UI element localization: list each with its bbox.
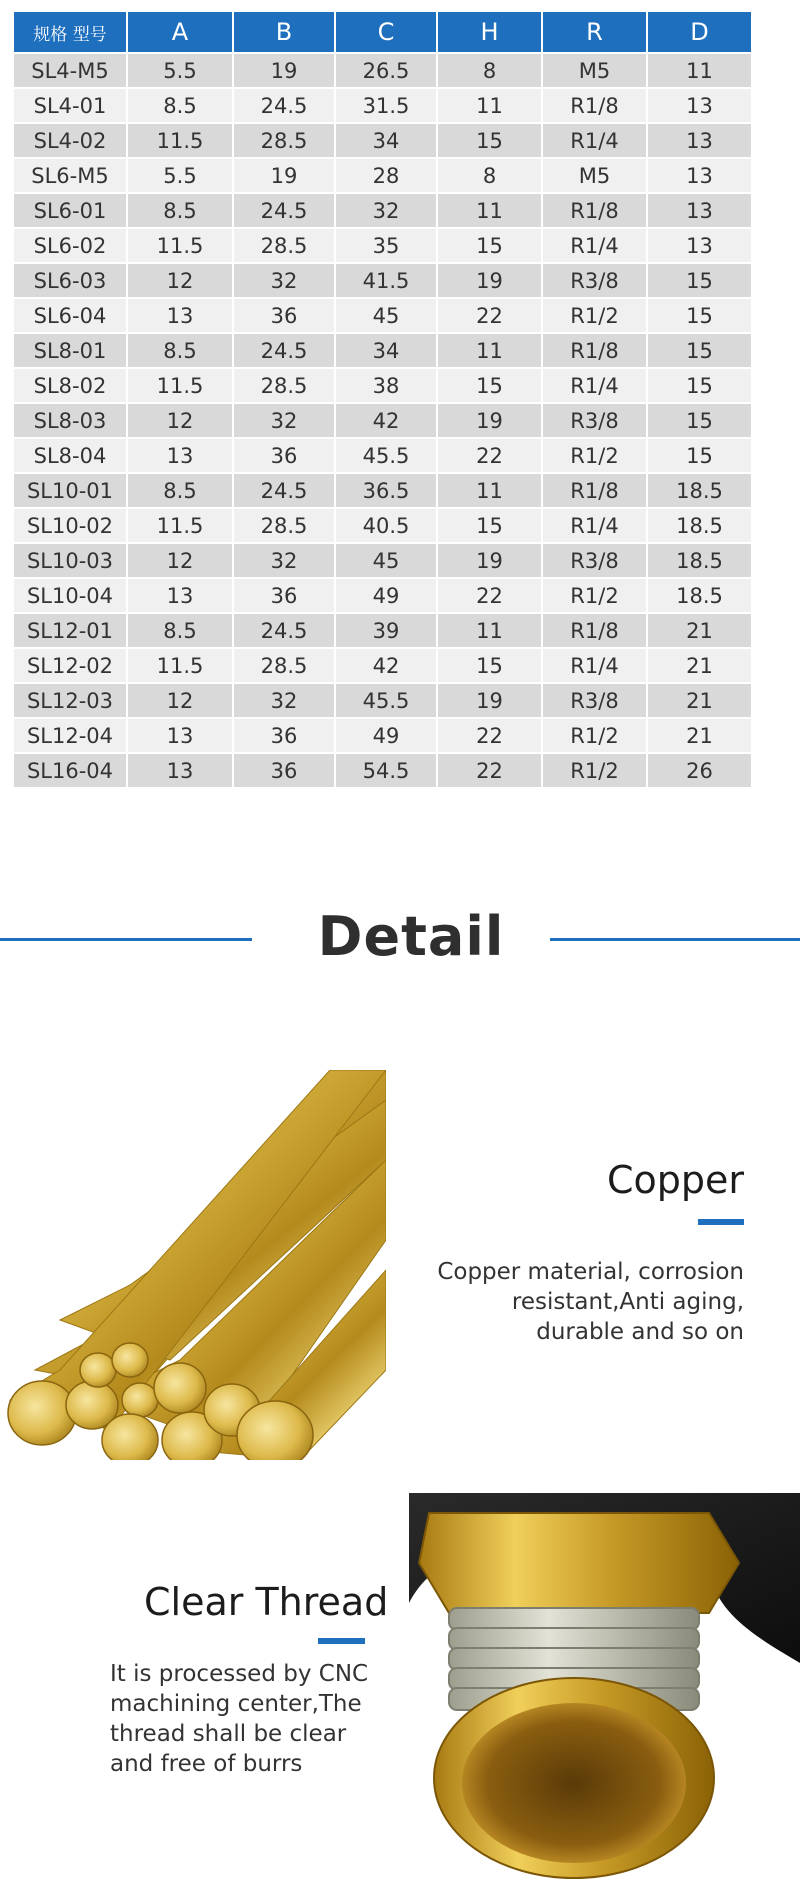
thread-description-line: and free of burrs [110, 1751, 303, 1777]
table-cell-a: 8.5 [128, 332, 232, 367]
table-cell-c: 45 [336, 297, 436, 332]
table-cell-c: 35 [336, 227, 436, 262]
table-cell-c: 34 [336, 122, 436, 157]
table-row [14, 717, 751, 752]
table-cell-c: 34 [336, 332, 436, 367]
table-cell-a: 13 [128, 437, 232, 472]
table-cell-b: 36 [234, 752, 334, 787]
table-cell-a: 12 [128, 402, 232, 437]
table-cell-model: SL16-04 [14, 752, 126, 787]
table-row [14, 297, 751, 332]
copper-rods-image [0, 1070, 386, 1460]
table-row [14, 472, 751, 507]
table-cell-a: 11.5 [128, 647, 232, 682]
table-cell-model: SL6-02 [14, 227, 126, 262]
table-cell-a: 13 [128, 297, 232, 332]
table-cell-d: 13 [648, 227, 751, 262]
table-cell-h: 15 [438, 507, 541, 542]
table-cell-c: 54.5 [336, 752, 436, 787]
table-cell-b: 36 [234, 437, 334, 472]
thread-description [110, 1659, 395, 1779]
table-cell-r: R3/8 [543, 542, 646, 577]
table-cell-r: R3/8 [543, 682, 646, 717]
table-cell-model: SL10-04 [14, 577, 126, 612]
table-cell-a: 11.5 [128, 122, 232, 157]
table-cell-d: 21 [648, 682, 751, 717]
table-cell-b: 19 [234, 52, 334, 87]
table-cell-r: R1/4 [543, 507, 646, 542]
table-cell-model: SL8-01 [14, 332, 126, 367]
table-cell-r: R1/4 [543, 647, 646, 682]
table-row [14, 332, 751, 367]
table-row [14, 542, 751, 577]
table-cell-c: 42 [336, 647, 436, 682]
table-cell-c: 31.5 [336, 87, 436, 122]
table-cell-b: 36 [234, 577, 334, 612]
table-cell-r: R1/4 [543, 227, 646, 262]
table-cell-model: SL12-01 [14, 612, 126, 647]
table-cell-b: 24.5 [234, 612, 334, 647]
table-cell-h: 11 [438, 87, 541, 122]
thread-description-line: It is processed by CNC [110, 1661, 369, 1687]
header-cell-h: H [438, 12, 541, 52]
table-row [14, 87, 751, 122]
table-cell-b: 36 [234, 717, 334, 752]
thread-title: Clear Thread [144, 1580, 389, 1624]
table-cell-model: SL4-02 [14, 122, 126, 157]
table-cell-h: 15 [438, 227, 541, 262]
table-cell-r: R1/2 [543, 297, 646, 332]
table-row [14, 192, 751, 227]
table-cell-c: 49 [336, 717, 436, 752]
table-cell-c: 45.5 [336, 437, 436, 472]
table-cell-h: 11 [438, 472, 541, 507]
table-cell-d: 13 [648, 122, 751, 157]
table-cell-b: 32 [234, 542, 334, 577]
table-cell-r: R1/8 [543, 87, 646, 122]
table-cell-model: SL8-02 [14, 367, 126, 402]
table-cell-c: 39 [336, 612, 436, 647]
table-cell-r: R1/2 [543, 437, 646, 472]
brass-thread-fitting-image [409, 1493, 800, 1883]
table-cell-a: 8.5 [128, 612, 232, 647]
table-cell-b: 28.5 [234, 227, 334, 262]
table-cell-a: 13 [128, 717, 232, 752]
table-cell-r: R1/4 [543, 122, 646, 157]
detail-heading: Detail [317, 905, 505, 968]
table-cell-h: 22 [438, 577, 541, 612]
header-cell-d: D [648, 12, 751, 52]
table-cell-r: R1/8 [543, 612, 646, 647]
copper-underline [698, 1219, 744, 1225]
table-cell-a: 12 [128, 262, 232, 297]
header-cell-b: B [234, 12, 334, 52]
table-row [14, 52, 751, 87]
table-cell-r: M5 [543, 52, 646, 87]
table-cell-h: 11 [438, 612, 541, 647]
table-cell-r: R3/8 [543, 402, 646, 437]
table-cell-b: 32 [234, 262, 334, 297]
table-cell-model: SL6-M5 [14, 157, 126, 192]
table-cell-a: 5.5 [128, 157, 232, 192]
table-cell-a: 8.5 [128, 472, 232, 507]
header-cell-model: 规格 型号 [14, 12, 126, 52]
copper-description-line: durable and so on [536, 1319, 744, 1345]
table-cell-a: 11.5 [128, 227, 232, 262]
table-row [14, 752, 751, 787]
table-cell-model: SL12-03 [14, 682, 126, 717]
table-cell-model: SL6-04 [14, 297, 126, 332]
table-cell-model: SL12-02 [14, 647, 126, 682]
table-row [14, 262, 751, 297]
table-cell-c: 40.5 [336, 507, 436, 542]
table-cell-a: 5.5 [128, 52, 232, 87]
table-cell-h: 8 [438, 157, 541, 192]
table-cell-model: SL8-04 [14, 437, 126, 472]
table-cell-r: R1/2 [543, 577, 646, 612]
table-row [14, 402, 751, 437]
copper-description-line: resistant,Anti aging, [511, 1289, 744, 1315]
table-cell-d: 13 [648, 192, 751, 227]
table-cell-r: R3/8 [543, 262, 646, 297]
table-cell-model: SL6-01 [14, 192, 126, 227]
table-cell-r: R1/2 [543, 752, 646, 787]
table-cell-d: 15 [648, 262, 751, 297]
table-cell-model: SL12-04 [14, 717, 126, 752]
table-cell-a: 8.5 [128, 87, 232, 122]
spec-table-body [14, 52, 751, 787]
header-cell-c: C [336, 12, 436, 52]
table-cell-d: 15 [648, 332, 751, 367]
table-cell-d: 13 [648, 87, 751, 122]
table-cell-b: 28.5 [234, 122, 334, 157]
table-cell-r: R1/8 [543, 472, 646, 507]
table-cell-c: 45 [336, 542, 436, 577]
table-cell-c: 32 [336, 192, 436, 227]
table-cell-b: 19 [234, 157, 334, 192]
table-cell-h: 22 [438, 297, 541, 332]
table-cell-a: 12 [128, 542, 232, 577]
table-cell-h: 19 [438, 262, 541, 297]
table-cell-model: SL8-03 [14, 402, 126, 437]
table-cell-h: 19 [438, 682, 541, 717]
spec-table [12, 12, 753, 787]
thread-description-line: thread shall be clear [110, 1721, 347, 1747]
table-cell-h: 22 [438, 717, 541, 752]
table-cell-a: 11.5 [128, 367, 232, 402]
table-cell-r: M5 [543, 157, 646, 192]
table-cell-model: SL4-01 [14, 87, 126, 122]
table-cell-d: 21 [648, 647, 751, 682]
table-cell-d: 21 [648, 612, 751, 647]
table-cell-h: 15 [438, 122, 541, 157]
detail-rule-right [550, 938, 800, 941]
table-cell-a: 8.5 [128, 192, 232, 227]
table-row [14, 682, 751, 717]
table-cell-b: 28.5 [234, 647, 334, 682]
table-cell-c: 28 [336, 157, 436, 192]
table-cell-b: 28.5 [234, 367, 334, 402]
table-cell-model: SL10-01 [14, 472, 126, 507]
header-cell-r: R [543, 12, 646, 52]
table-row [14, 577, 751, 612]
table-row [14, 437, 751, 472]
table-cell-a: 13 [128, 577, 232, 612]
copper-title: Copper [606, 1158, 744, 1202]
table-cell-h: 22 [438, 437, 541, 472]
table-cell-model: SL10-03 [14, 542, 126, 577]
table-cell-b: 24.5 [234, 87, 334, 122]
table-cell-a: 11.5 [128, 507, 232, 542]
table-cell-r: R1/4 [543, 367, 646, 402]
table-cell-b: 32 [234, 682, 334, 717]
table-cell-d: 13 [648, 157, 751, 192]
table-cell-b: 24.5 [234, 192, 334, 227]
table-row [14, 612, 751, 647]
table-cell-b: 28.5 [234, 507, 334, 542]
table-cell-d: 18.5 [648, 577, 751, 612]
table-cell-c: 41.5 [336, 262, 436, 297]
table-cell-d: 15 [648, 402, 751, 437]
table-cell-r: R1/8 [543, 332, 646, 367]
table-cell-d: 21 [648, 717, 751, 752]
table-cell-c: 45.5 [336, 682, 436, 717]
table-cell-h: 15 [438, 367, 541, 402]
table-row [14, 157, 751, 192]
table-cell-h: 11 [438, 192, 541, 227]
table-cell-b: 36 [234, 297, 334, 332]
table-cell-d: 26 [648, 752, 751, 787]
table-cell-d: 18.5 [648, 507, 751, 542]
copper-description [384, 1257, 744, 1347]
table-cell-d: 11 [648, 52, 751, 87]
table-cell-model: SL10-02 [14, 507, 126, 542]
table-row [14, 507, 751, 542]
table-cell-d: 15 [648, 297, 751, 332]
spec-table-header-row [14, 12, 751, 52]
table-cell-c: 49 [336, 577, 436, 612]
table-cell-r: R1/2 [543, 717, 646, 752]
table-cell-b: 32 [234, 402, 334, 437]
table-row [14, 647, 751, 682]
table-cell-c: 26.5 [336, 52, 436, 87]
copper-description-line: Copper material, corrosion [437, 1259, 744, 1285]
table-cell-a: 13 [128, 752, 232, 787]
table-cell-b: 24.5 [234, 332, 334, 367]
table-cell-h: 22 [438, 752, 541, 787]
table-cell-r: R1/8 [543, 192, 646, 227]
table-cell-model: SL4-M5 [14, 52, 126, 87]
table-cell-c: 38 [336, 367, 436, 402]
table-cell-b: 24.5 [234, 472, 334, 507]
table-cell-c: 36.5 [336, 472, 436, 507]
thread-underline [318, 1638, 365, 1644]
table-cell-model: SL6-03 [14, 262, 126, 297]
table-cell-c: 42 [336, 402, 436, 437]
table-cell-h: 15 [438, 647, 541, 682]
table-cell-h: 19 [438, 542, 541, 577]
table-cell-d: 18.5 [648, 542, 751, 577]
table-row [14, 227, 751, 262]
table-row [14, 122, 751, 157]
table-cell-h: 8 [438, 52, 541, 87]
table-cell-h: 19 [438, 402, 541, 437]
table-cell-d: 15 [648, 437, 751, 472]
header-cell-a: A [128, 12, 232, 52]
thread-description-line: machining center,The [110, 1691, 362, 1717]
table-cell-d: 18.5 [648, 472, 751, 507]
table-cell-d: 15 [648, 367, 751, 402]
table-cell-a: 12 [128, 682, 232, 717]
table-cell-h: 11 [438, 332, 541, 367]
table-row [14, 367, 751, 402]
